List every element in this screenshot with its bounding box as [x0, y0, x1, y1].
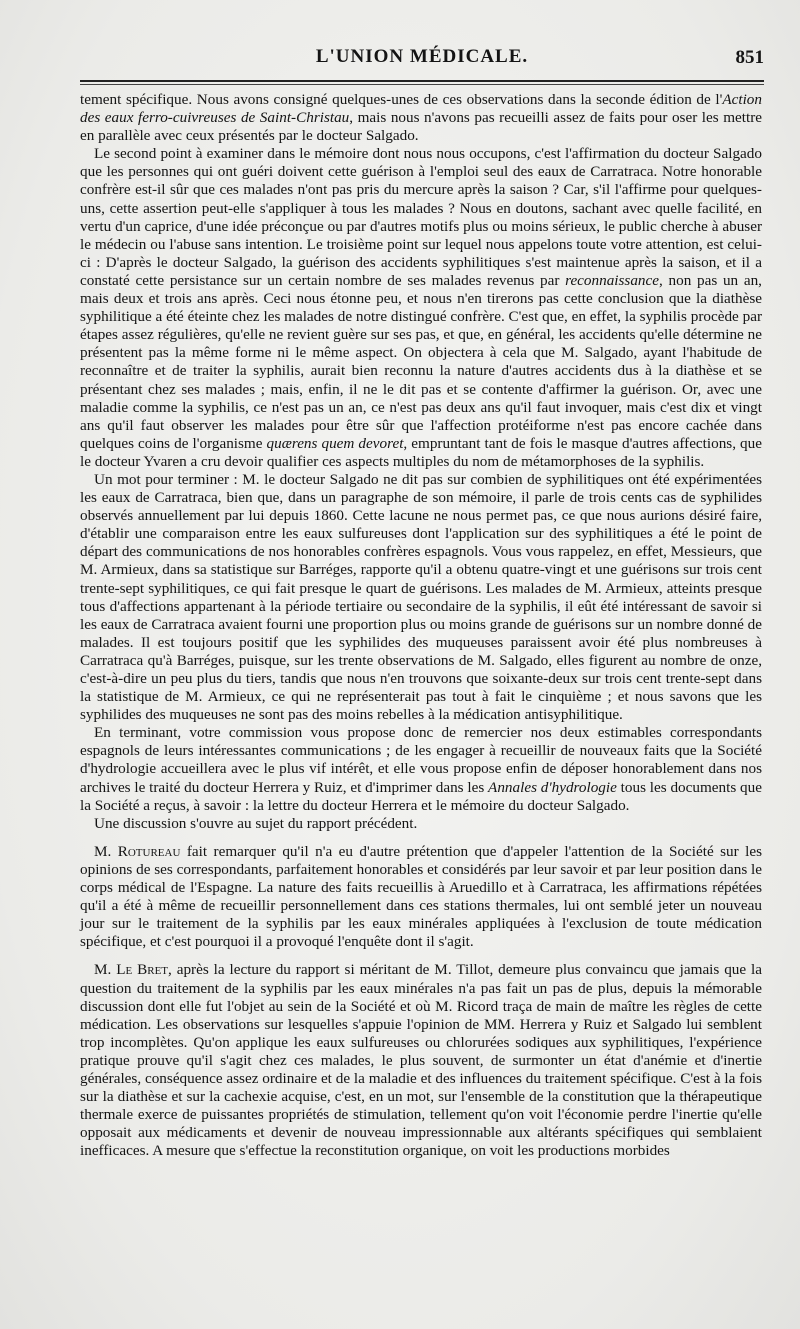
italic-title: quærens quem devoret: [266, 434, 404, 452]
text-run: M.: [94, 842, 118, 860]
text-run: Un mot pour terminer : M. le docteur Salgado ne dit pas sur combien de syphilitiques ont été expérimentées les eaux de Carratraca, bien que, dans un paragraphe de son mémoire, il parle de trois cents cas de syphilides observés annuellement par lui depuis 1860. Cette lacune ne nous permet pas, ce que nous aurions désiré faire, d'établir une comparaison entre les eaux sulfureuses dont l'application sur des syphilitiques a été le point de départ des communications de nos honorables confrères espagnols. Vous vous rappelez, en effet, Messieurs, que M. Armieux, dans sa statistique sur Barréges, rapporte qu'il a obtenu quatre-vingt et une guérisons sur trois cent trente-sept syphilitiques, ce qui fait presque le quart de guérisons. Les malades de M. Armieux, atteints presque tous d'affections appartenant à la période tertiaire ou secondaire de la syphilis, il eût été intéressant de savoir si les eaux de Carratraca avaient fourni une proportion plus ou moins grande de guérisons sur un nombre donné de malades. Il est toujours positif que les syphilides des muqueuses paraissent avoir été plus nombreuses à Carratraca qu'à Barréges, puisque, sur les trente observations de M. Salgado, elles figurent au nombre de onze, c'est-à-dire un peu plus du tiers, tandis que nous n'en trouvons que soixante-deux sur trois cent trente-sept dans la statistique de M. Armieux, ce qui ne représenterait pas tout à fait le cinquième ; et nous savons que les syphilides des muqueuses ne sont pas des moins rebelles à la médication antisyphilitique.: [80, 470, 762, 724]
page-header: [80, 46, 764, 78]
text-run: , mais nous n'avons pas recueilli assez de faits pour oser les mettre en parallèle avec ceux présentés par le docteur Salgado.: [80, 109, 762, 145]
italic-title: Annales d'hydrologie: [488, 778, 617, 796]
text-run: Une discussion s'ouvre au sujet du rapport précédent.: [94, 814, 418, 832]
header-rule: [80, 80, 764, 82]
text-run: , empruntant tant de fois le masque d'autres affections, que le docteur Yvaren a cru devoir qualifier ces aspects multiples du nom de métamorphoses de la syphilis.: [80, 434, 762, 470]
paragraph: [80, 145, 762, 471]
text-run: fait remarquer qu'il n'a eu d'autre prétention que d'appeler l'attention de la Société sur les opinions de ses correspondants, parfaitement honorables et considérés par leur savoir et par leur position dans le corps médical de l'Espagne. La nature des faits recueillis à Aruedillo et à Carratraca, les affirmations répétées qu'il a été à même de recueillir personnellement dans ces stations thermales, lui ont semblé jeter un nouveau jour sur le traitement de la syphilis par les eaux minérales appliquées à l'exclusion de toute médication spécifique, et c'est pourquoi il a provoqué l'enquête dont il s'agit.: [80, 842, 762, 951]
paragraph: [80, 843, 762, 952]
text-run: Le second point à examiner dans le mémoire dont nous nous occupons, c'est l'affirmation du docteur Salgado que les personnes qui ont guéri doivent cette guérison à l'emploi seul des eaux de Carratraca. Notre honorable confrère est-il sûr que ces malades n'ont pas pris du mercure après la saison ? Car, s'il l'affirme pour quelques-uns, cette assertion peut-elle s'appliquer à tous les malades ? Nous en doutons, sachant avec quelle facilité, en vertu d'un caprice, d'une idée préconçue ou par d'autres motifs plus ou moins sérieux, le public cherche à abuser le médecin ou l'abuse sans intention. Le troisième point sur lequel nous appelons toute votre attention, est celui-ci : D'après le docteur Salgado, la guérison des accidents syphilitiques s'est maintenue après la saison, et il a constaté cette persistance sur un certain nombre de ses malades revenus par: [80, 145, 762, 289]
paragraph: [80, 91, 762, 145]
page-number: 851: [735, 47, 764, 68]
italic-title: reconnaissance: [565, 271, 660, 289]
paragraph: [80, 961, 762, 1160]
running-title: L'UNION MÉDICALE.: [315, 46, 529, 67]
speaker-name: Le Bret: [116, 961, 169, 979]
speaker-name: Rotureau: [117, 842, 181, 860]
text-run: , après la lecture du rapport si méritant de M. Tillot, demeure plus convaincu que jamais que la question du traitement de la syphilis par les eaux minérales n'a pas fait un pas de plus, depuis la mémorable discussion dont elle fut l'objet au sein de la Société et où M. Ricord traça de main de maître les règles de cette médication. Les observations sur lesquelles s'appuie l'opinion de MM. Herrera y Ruiz et Salgado lui semblent trop incomplètes. Qu'on applique les eaux sulfureuses ou chlorurées sodiques aux syphilitiques, l'expérience pratique prouve qu'il s'agit chez ces malades, le plus souvent, de surmonter un état d'anémie et d'inertie générales, conséquence assez ordinaire et de la maladie et des influences du traitement spécifique. C'est à la fois sur la diathèse et sur la cachexie acquise, c'est, en un mot, sur l'ensemble de la constitution que la thérapeutique thermale exerce de puissantes propriétés de stimulation, tellement qu'on voit l'économie perdre l'inertie qu'elle opposait aux médicaments et devenir de nouveau impressionnable aux altérants spécifiques qui semblaient inefficaces. A mesure que s'effectue la reconstitution organique, on voit les productions morbides: [80, 961, 762, 1160]
text-run: tous les documents que la Société a reçus, à savoir : la lettre du docteur Herrera et le mémoire du docteur Salgado.: [80, 778, 762, 814]
body-text: [80, 91, 762, 1160]
header-rule-thin: [80, 84, 764, 85]
paragraph: [80, 724, 762, 814]
text-run: En terminant, votre commission vous propose donc de remercier nos deux estimables correspondants espagnols de leurs intéressantes communications ; de les engager à recueillir de nouveaux faits que la Société d'hydrologie accueillera avec le plus vif intérêt, et elle vous propose enfin de déposer honorablement dans nos archives le traité du docteur Herrera y Ruiz, et d'imprimer dans les: [80, 724, 762, 796]
italic-title: Action des eaux ferro-cuivreuses de Saint-Christau: [80, 91, 762, 127]
paragraph: [80, 815, 762, 833]
paragraph: [80, 471, 762, 724]
text-run: , non pas un an, mais deux et trois ans après. Ceci nous étonne peu, et nous n'en tirerons pas cette conclusion que la diathèse syphilitique a été éteinte chez les malades de notre distingué confrère. C'est que, en effet, la syphilis procède par étapes assez régulières, qu'elle ne revient guère sur ses pas, et que, en général, les accidents qu'elle détermine ne présentent pas la même forme ni le même aspect. On objectera à cela que M. Salgado, ayant l'habitude de reconnaître et de traiter la syphilis, aurait bien reconnu la nature d'autres accidents dus à la diathèse et se présentant chez ses malades ; mais, enfin, il ne le dit pas et se contente d'affirmer la guérison. Or, avec une maladie comme la syphilis, ce n'est pas un an, ce n'est pas deux ans qu'il faut invoquer, mais c'est dix et vingt ans qu'il faut observer les malades pour être sûr que l'affection protéiforme n'est pas encore cachée dans quelques coins de l'organisme: [80, 271, 762, 452]
text-run: M.: [94, 961, 117, 979]
text-run: tement spécifique. Nous avons consigné quelques-unes de ces observations dans la seconde édition de l': [80, 91, 723, 108]
